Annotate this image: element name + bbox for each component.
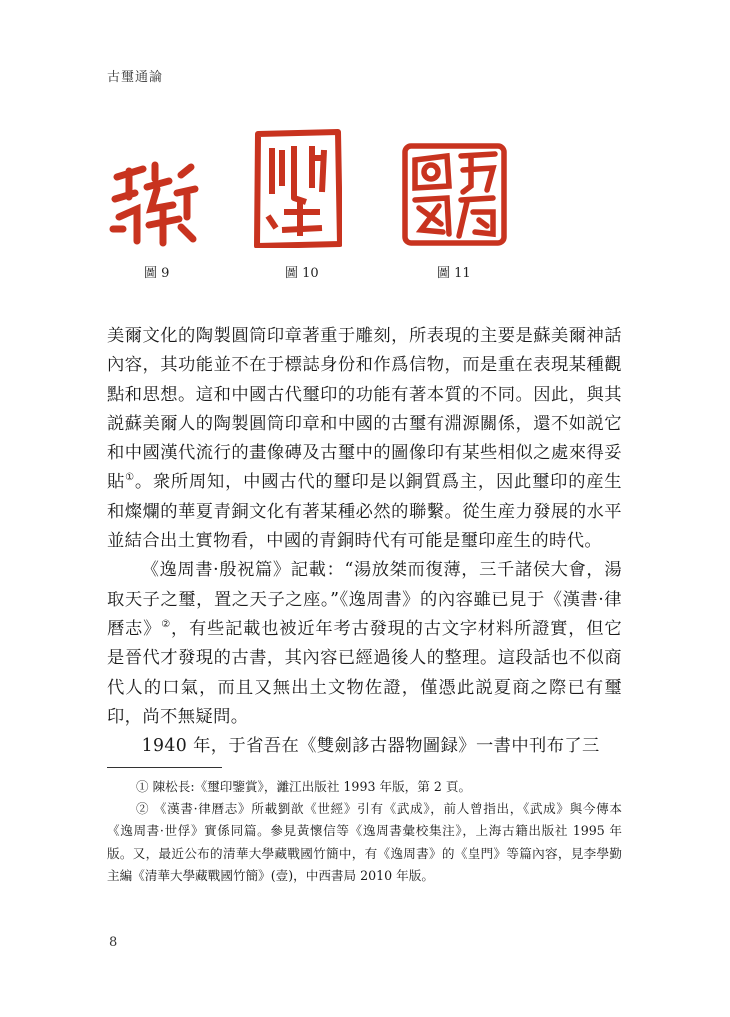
seal-image-fig10 <box>254 128 342 248</box>
running-header: 古璽通論 <box>107 70 164 85</box>
body-text <box>107 322 622 761</box>
footnote-divider <box>107 767 222 768</box>
seal-image-fig11 <box>401 142 508 247</box>
paragraph-1: 美爾文化的陶製圓筒印章著重于雕刻，所表現的主要是蘇美爾神話內容，其功能並不在于標誌身份和作爲信物，而是重在表現某種觀點和思想。這和中國古代璽印的功能有著本質的不同。因此，與其説蘇美爾人的陶製圓筒印章和中國的古璽有淵源關係，還不如説它和中國漢代流行的畫像磚及古璽中的圖像印有某些相似之處來得妥貼①。衆所周知，中國古代的璽印是以銅質爲主，因此璽印的産生和燦爛的華夏青銅文化有著某種必然的聯繫。從生産力發展的水平並結合出土實物看，中國的青銅時代有可能是璽印産生的時代。 <box>107 326 622 552</box>
footnote-2: ② 《漢書·律曆志》所載劉歆《世經》引有《武成》，前人曾指出，《武成》與今傳本《逸周書·世俘》實係同篇。參見黃懷信等《逸周書彙校集注》，上海古籍出版社 1995 年版。又，最近公布的清華大學藏戰國竹簡中，有《逸周書》的《皇門》等篇內容，見李學勤主編《清華大學藏戰國竹簡》(壹)，中西書局 2010 年版。 <box>107 801 622 883</box>
seal-image-fig9 <box>107 157 202 252</box>
figure-caption-11: 圖 11 <box>437 266 471 281</box>
footnotes <box>107 776 622 887</box>
figure-caption-10: 圖 10 <box>285 266 319 281</box>
footnote-ref-2[interactable]: ② <box>161 619 171 631</box>
page-number: 8 <box>109 935 118 950</box>
paragraph-2: 《逸周書·殷祝篇》記載：“湯放桀而復薄，三千諸侯大會，湯取天子之璽，置之天子之座。”《逸周書》的內容雖已見于《漢書·律曆志》②，有些記載也被近年考古發現的古文字材料所證實，但它是晉代才發現的古書，其內容已經過後人的整理。這段話也不似商代人的口氣，而且又無出土文物佐證，僅憑此説夏商之際已有璽印，尚不無疑問。 <box>107 560 622 727</box>
footnote-ref-1[interactable]: ① <box>125 472 135 484</box>
paragraph-3: 1940 年，于省吾在《雙劍誃古器物圖録》一書中刊布了三 <box>141 736 600 757</box>
footnote-1: ① 陳松長:《璽印鑒賞》，灕江出版社 1993 年版，第 2 頁。 <box>135 779 472 794</box>
figure-caption-9: 圖 9 <box>144 266 170 281</box>
